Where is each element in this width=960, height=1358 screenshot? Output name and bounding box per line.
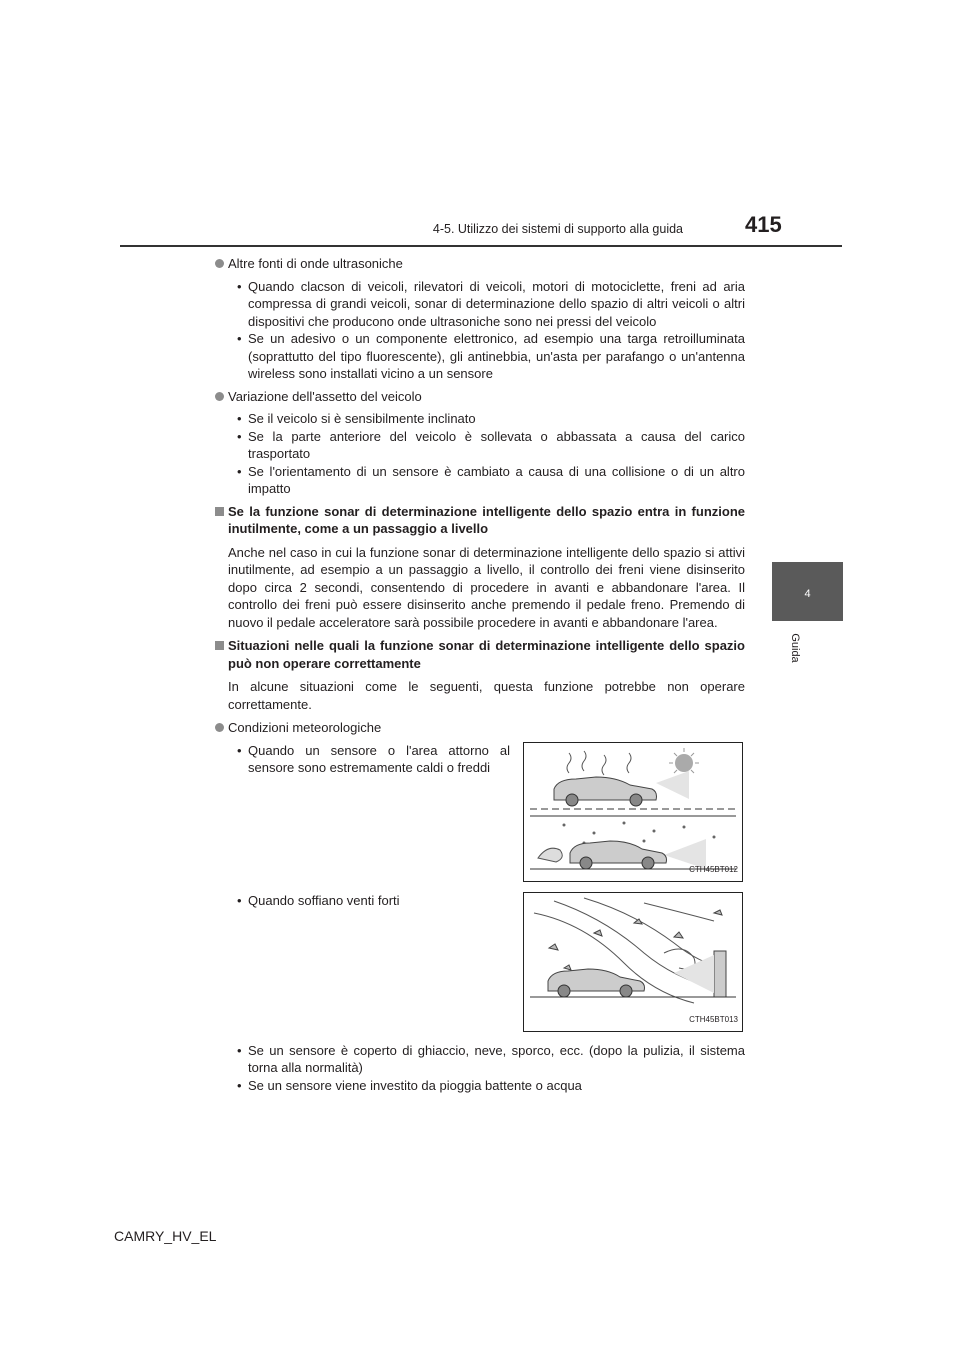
page-content xyxy=(215,255,745,1099)
section-heading-not-operating: Situazioni nelle quali la funzione sonar di determinazione intelligente dello spazio può non operare correttamente xyxy=(215,637,745,672)
list-item: • Se la parte anteriore del veicolo è sollevata o abbassata a causa del carico trasportato xyxy=(215,428,745,463)
figure-code: CTH45BT013 xyxy=(689,1015,738,1024)
figure-row-wind xyxy=(215,892,745,1042)
footer-model-code: CAMRY_HV_EL xyxy=(114,1228,217,1244)
page-number: 415 xyxy=(745,212,782,237)
header-section-title: 4-5. Utilizzo dei sistemi di supporto alla guida xyxy=(432,222,683,236)
chapter-number: 4 xyxy=(804,588,811,600)
strong-wind-illustration xyxy=(524,893,742,1031)
bullet-heading-vehicle-attitude: Variazione dell'assetto del veicolo xyxy=(215,388,745,406)
list-item: • Se un adesivo o un componente elettronico, ad esempio una targa retroilluminata (soprattutto del tipo fluorescente), gli antinebbia, un'asta per parafango o un'antenna wireless sono installati vicino a un sensore xyxy=(215,330,745,383)
list-item: • Quando soffiano venti forti xyxy=(215,892,510,910)
list-item: • Quando un sensore o l'area attorno al sensore sono estremamente caldi o freddi xyxy=(215,742,510,777)
list-item: • Se il veicolo si è sensibilmente inclinato xyxy=(215,410,745,428)
section-paragraph-not-operating: In alcune situazioni come le seguenti, questa funzione potrebbe non operare correttamente. xyxy=(228,679,745,712)
list-item: • Se un sensore è coperto di ghiaccio, neve, sporco, ecc. (dopo la pulizia, il sistema torna alla normalità) xyxy=(215,1042,745,1077)
chapter-tab xyxy=(772,562,843,621)
illustration-hot-cold-sensor xyxy=(523,742,743,882)
header-rule xyxy=(120,245,842,247)
section-paragraph-unnecessary-activation: Anche nel caso in cui la funzione sonar di determinazione intelligente dello spazio si attivi inutilmente, ad esempio a un passaggio a livello, il controllo dei freni viene disinserito dopo circa 2 secondi, consentendo di procedere in avanti e abbandonare l'area. Il controllo dei freni può essere disinserito anche premendo il pedale freno. Premendo di nuovo il pedale acceleratore sarà possibile procedere in avanti e abbandonare l'area. xyxy=(228,544,745,630)
weather-list xyxy=(215,1042,745,1095)
figure-code: CTH45BT012 xyxy=(689,865,738,874)
chapter-label-text: Guida xyxy=(789,633,801,663)
list-item: • Se l'orientamento di un sensore è cambiato a causa di una collisione o di un altro impatto xyxy=(215,463,745,498)
bullet-heading-weather: Condizioni meteorologiche xyxy=(215,719,745,737)
ultrasonic-sources-list xyxy=(215,278,745,383)
bullet-heading-ultrasonic-sources: Altre fonti di onde ultrasoniche xyxy=(215,255,745,273)
section-heading-unnecessary-activation: Se la funzione sonar di determinazione intelligente dello spazio entra in funzione inutilmente, come a un passaggio a livello xyxy=(215,503,745,538)
figure-row-temperature xyxy=(215,742,745,892)
chapter-label xyxy=(787,628,803,668)
hot-cold-illustration xyxy=(524,743,742,881)
illustration-strong-wind xyxy=(523,892,743,1032)
list-item: • Quando clacson di veicoli, rilevatori di veicoli, motori di motociclette, freni ad aria compressa di grandi veicoli, sonar di determinazione dello spazio di altri veicoli o altri dispositivi che producono onde ultrasoniche sono nei pressi del veicolo xyxy=(215,278,745,331)
vehicle-attitude-list xyxy=(215,410,745,498)
list-item: • Se un sensore viene investito da pioggia battente o acqua xyxy=(215,1077,745,1095)
